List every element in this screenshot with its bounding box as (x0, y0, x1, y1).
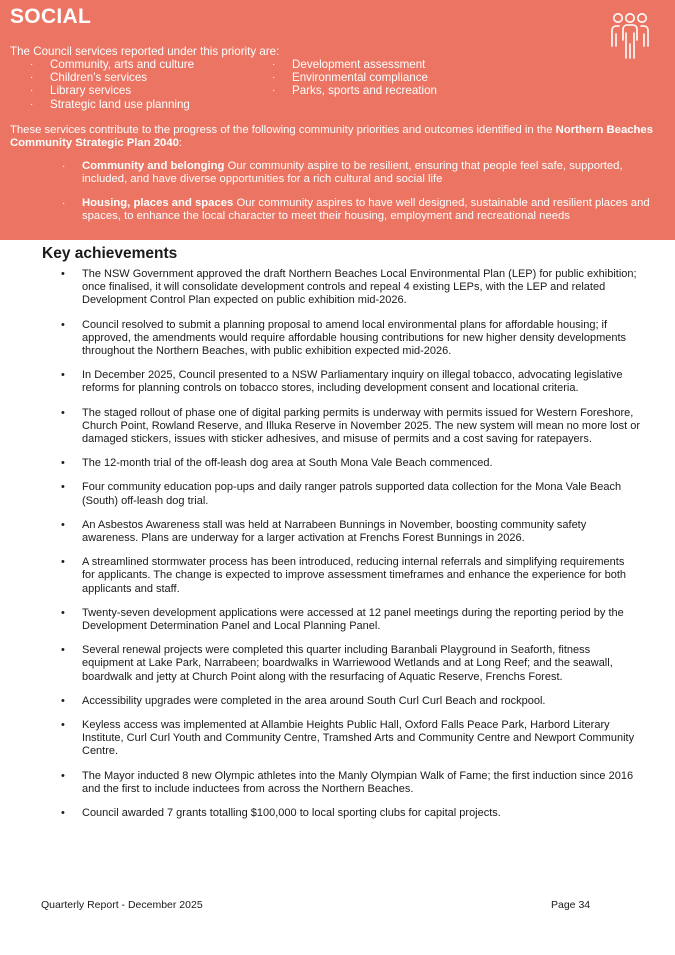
outcome-title: Community and belonging (82, 160, 225, 172)
service-item: · Community, arts and culture (30, 58, 195, 71)
outcome-item: · Housing, places and spaces Our community aspires to have well designed, sustainable and resilient places and spaces, to enhance the local character to meet their housing, employment and recreational needs (62, 196, 650, 222)
achievement-item: • In December 2025, Council presented to a NSW Parliamentary inquiry on illegal tobacco, advocating legislative reforms for planning controls on tobacco stores, including development consent and locational criteria. (61, 369, 623, 395)
key-achievements-heading: Key achievements (42, 245, 178, 262)
footer-page-number: Page 34 (551, 899, 591, 911)
outcome-item: · Community and belonging Our community aspire to be resilient, ensuring that people feel safe, supported, included, and have diverse opportunities for a rich cultural and social life (62, 160, 623, 186)
social-banner (0, 0, 675, 240)
strategic-plan-name: Northern Beaches Community Strategic Plan 2040 (10, 124, 653, 150)
people-group-icon (607, 12, 653, 60)
contribution-statement: These services contribute to the progress of the following community priorities and outcomes identified in the Northern Beaches Community Strategic Plan 2040: (10, 124, 653, 150)
achievements-list (60, 268, 640, 831)
achievement-item: • Four community education pop-ups and daily ranger patrols supported data collection for the Mona Vale Beach (South) off-leash dog trial. (61, 481, 622, 507)
achievement-item: • Accessibility upgrades were completed in the area around South Curl Curl Beach and rockpool. (61, 694, 546, 707)
achievement-item: • Council resolved to submit a planning proposal to amend local environmental plans for affordable housing; if approved, the amendments would require affordable housing contributions for new higher density developments throughout the Northern Beaches, with public exhibition expected mid-2026. (61, 318, 627, 358)
footer-report-title: Quarterly Report - December 2025 (41, 899, 203, 911)
achievement-item: • The NSW Government approved the draft Northern Beaches Local Environmental Plan (LEP) for public exhibition; once finalised, it will consolidate development controls and repeal 4 existing LEPs, with the LEP and related Development Control Plan expected on public exhibition mid-2026. (61, 268, 637, 307)
outcome-text: Our community aspires to have well designed, sustainable and resilient places and spaces, to enhance the local character to meet their housing, employment and recreational needs (82, 196, 650, 222)
outcome-text: Our community aspire to be resilient, ensuring that people feel safe, supported, included, and have diverse opportunities for a rich cultural and social life (82, 160, 623, 186)
outcomes-list (62, 160, 662, 233)
achievement-item: • Twenty-seven development applications were accessed at 12 panel meetings during the reporting period by the Development Determination Panel and Local Planning Panel. (61, 606, 624, 633)
achievement-item: • An Asbestos Awareness stall was held at Narrabeen Bunnings in November, boosting community safety awareness. Plans are underway for a larger activation at Frenchs Forest Bunnings in 2026. (61, 518, 587, 545)
services-intro: The Council services reported under this priority are: (10, 45, 280, 58)
achievement-item: • Keyless access was implemented at Allambie Heights Public Hall, Oxford Falls Peace Park, Harbord Literary Institute, Curl Curl Youth and Community Centre, Tramshed Arts and Community Centre and Newport Community Centre. (61, 719, 635, 758)
achievement-item: • The Mayor inducted 8 new Olympic athletes into the Manly Olympian Walk of Fame; the first induction since 2016 and the first to include inductees from across the Northern Beaches. (61, 769, 634, 795)
service-item: · Environmental compliance (272, 71, 428, 85)
achievement-item: • The staged rollout of phase one of digital parking permits is underway with permits issued for Western Foreshore, Church Point, Rowland Reserve, and Illuka Reserve in November 2025. The new system will mean no more lost or damaged stickers, issues with sticker adhesives, and misuse of permits and a cost saving for ratepayers. (61, 406, 640, 446)
service-item: · Strategic land use planning (30, 97, 190, 111)
service-item: · Parks, sports and recreation (272, 84, 437, 98)
services-list-right (272, 58, 437, 98)
service-item: · Library services (30, 84, 132, 98)
services-list-left (30, 58, 194, 111)
achievement-item: • The 12-month trial of the off-leash dog area at South Mona Vale Beach commenced. (61, 457, 493, 470)
achievement-item: • Several renewal projects were completed this quarter including Baranbali Playground in Seaforth, fitness equipment at Lake Park, Narrabeen; boardwalks in Warriewood Wetlands and at Long Reef; and the seawall, boardwalk and jetty at Church Point along with the resurfacing of Aquatic Reserve, Frenchs Forest. (61, 644, 613, 683)
achievement-item: • Council awarded 7 grants totalling $100,000 to local sporting clubs for capital projects. (61, 807, 501, 820)
page-title: SOCIAL (10, 5, 92, 28)
achievement-item: • A streamlined stormwater process has been introduced, reducing internal referrals and simplifying requirements for applicants. The change is expected to improve assessment timeframes and enhance the experience for both applicants and staff. (61, 556, 626, 595)
service-item: · Children’s services (30, 71, 148, 85)
service-item: · Development assessment (272, 58, 426, 71)
outcome-title: Housing, places and spaces (82, 196, 234, 209)
